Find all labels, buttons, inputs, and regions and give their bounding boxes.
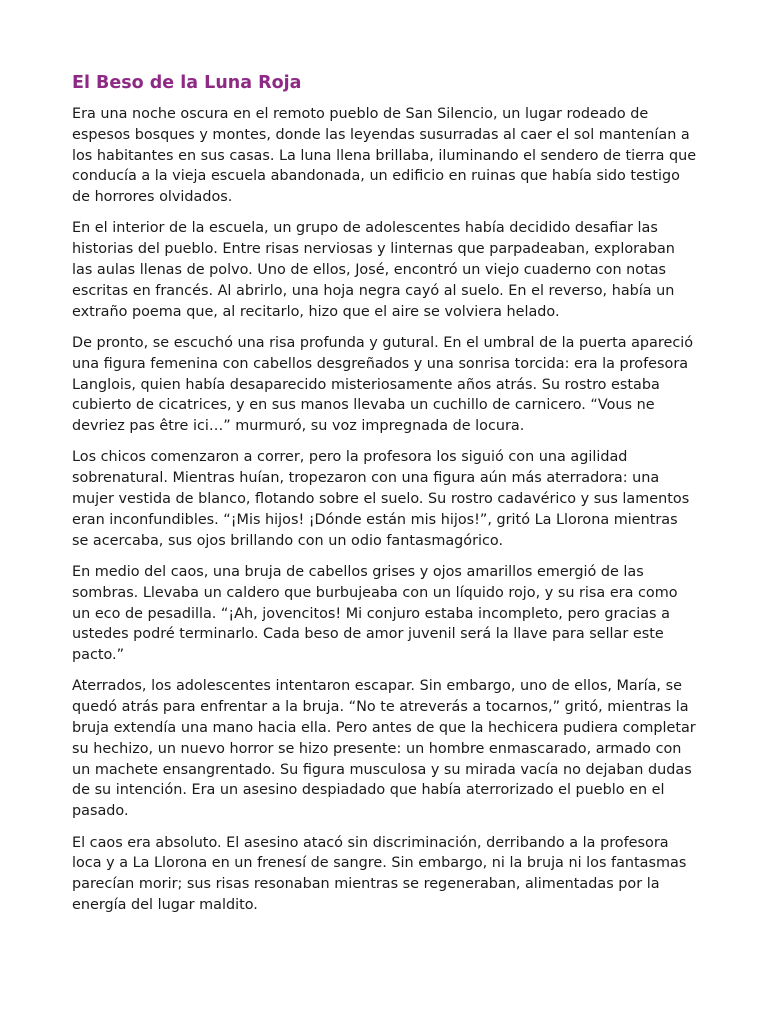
document-title: El Beso de la Luna Roja [72,73,302,93]
paragraph-professor-langlois: De pronto, se escuchó una risa profunda y gutural. En el umbral de la puerta apareció una figura femenina con cabellos desgreñados y una sonrisa torcida: era la profesora Langlois, quien había desaparecido misteriosamente años atrás. Su rostro estaba cubierto de cicatrices, y en sus manos llevaba un cuchillo de carnicero. “Vous ne devriez pas être ici…” murmuró, su voz impregnada de locura. [72,334,694,435]
paragraph-masked-killer: Aterrados, los adolescentes intentaron escapar. Sin embargo, uno de ellos, María, se quedó atrás para enfrentar a la bruja. “No te atreverás a tocarnos,” gritó, mientras la bruja extendía una mano hacia ella. Pero antes de que la hechicera pudiera completar su hechizo, un nuevo horror se hizo presente: un hombre enmascarado, armado con un machete ensangrentado. Su figura musculosa y su mirada vacía no dejaban dudas de su intención. Era un asesino despiadado que había aterrorizado el pueblo en el pasado. [72,678,696,820]
paragraph-night-in-san-silencio: Era una noche oscura en el remoto pueblo de San Silencio, un lugar rodeado de espesos bosques y montes, donde las leyendas susurradas al caer el sol mantenían a los habitantes en sus casas. La luna llena brillaba, iluminando el sendero de tierra que conducía a la vieja escuela abandonada, un edificio en ruinas que había sido testigo de horrores olvidados. [72,106,697,206]
paragraph-absolute-chaos: El caos era absoluto. El asesino atacó sin discriminación, derribando a la profesora loca y a La Llorona en un frenesí de sangre. Sin embargo, ni la bruja ni los fantasmas parecían morir; sus risas resonaban mientras se regeneraban, alimentadas por la energía del lugar maldito. [72,834,687,913]
paragraph-la-llorona: Los chicos comenzaron a correr, pero la profesora los siguió con una agilidad sobrenatural. Mientras huían, tropezaron con una figura aún más aterradora: una mujer vestida de blanco, flotando sobre el suelo. Su rostro cadavérico y sus lamentos eran inconfundibles. “¡Mis hijos! ¡Dónde están mis hijos!”, gritó La Llorona mientras se acercaba, sus ojos brillando con un odio fantasmagórico. [72,449,690,549]
document-content [72,72,698,926]
paragraph-abandoned-school: En el interior de la escuela, un grupo de adolescentes había decidido desafiar las historias del pueblo. Entre risas nerviosas y linternas que parpadeaban, exploraban las aulas llenas de polvo. Uno de ellos, José, encontró un viejo cuaderno con notas escritas en francés. Al abrirlo, una hoja negra cayó al suelo. En el reverso, había un extraño poema que, al recitarlo, hizo que el aire se volviera helado. [72,220,675,320]
paragraph-the-witch: En medio del caos, una bruja de cabellos grises y ojos amarillos emergió de las sombras. Llevaba un caldero que burbujeaba con un líquido rojo, y su risa era como un eco de pesadilla. “¡Ah, jovencitos! Mi conjuro estaba incompleto, pero gracias a ustedes podré terminarlo. Cada beso de amor juvenil será la llave para sellar este pacto.” [72,563,678,664]
